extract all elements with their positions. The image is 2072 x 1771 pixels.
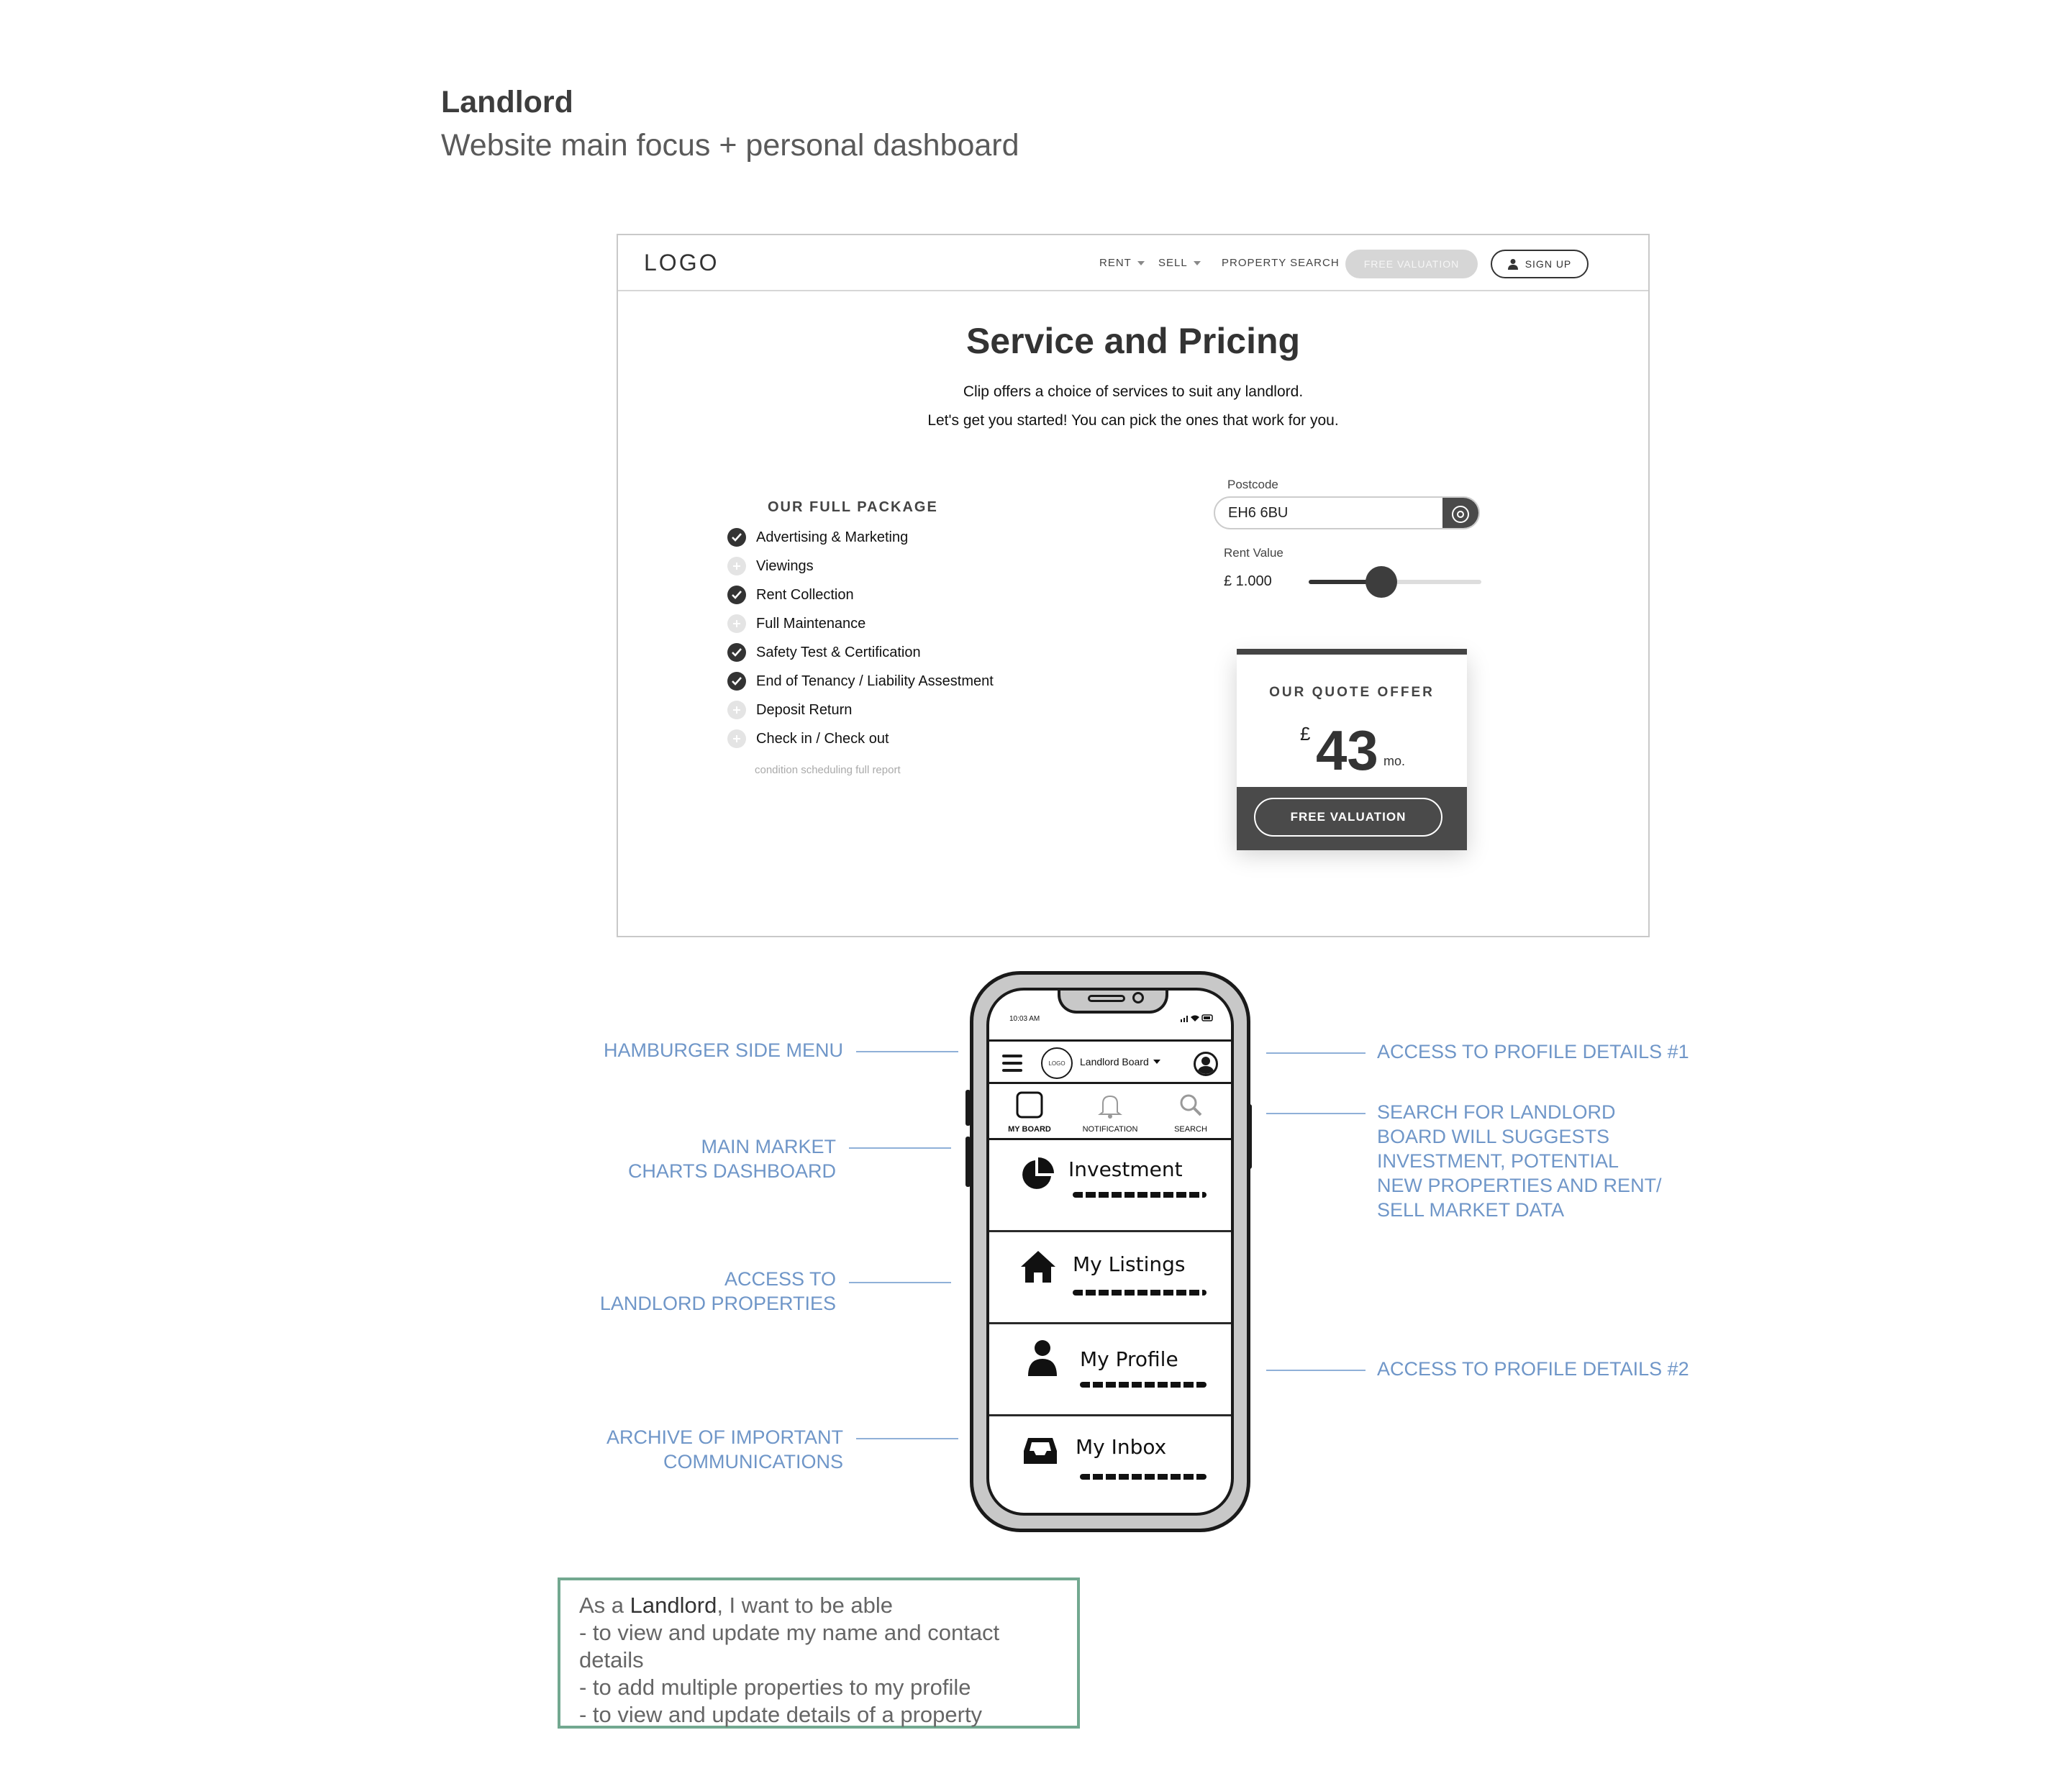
package-item-label: Check in / Check out [756, 730, 889, 747]
intro-line-1: Clip offers a choice of services to suit any landlord. [963, 383, 1304, 400]
signal-wifi-battery-icon [1181, 1014, 1215, 1022]
annotation-properties-2: LANDLORD PROPERTIES [599, 1293, 836, 1314]
square-icon [1015, 1091, 1044, 1119]
profile-avatar-icon[interactable] [1194, 1052, 1218, 1076]
free-valuation-button[interactable]: FREE VALUATION [1254, 798, 1442, 837]
annotation-search-2: BOARD WILL SUGGESTS [1377, 1126, 1610, 1147]
package-item-label: Advertising & Marketing [756, 529, 909, 545]
page-title: Landlord [441, 85, 573, 119]
app-bar [989, 1039, 1231, 1084]
nav-property-search[interactable]: PROPERTY SEARCH [1222, 257, 1340, 269]
annotation-leader [1266, 1113, 1366, 1114]
app-logo[interactable]: LOGO [1041, 1047, 1073, 1079]
annotation-archive-1: ARCHIVE OF IMPORTANT [606, 1426, 843, 1448]
rent-slider[interactable] [1309, 580, 1481, 584]
tab-bar [989, 1084, 1231, 1140]
scribble-placeholder [1080, 1474, 1207, 1480]
story-suffix: , I want to be able [717, 1593, 894, 1618]
annotation-leader [849, 1282, 951, 1283]
chevron-down-icon [1153, 1060, 1160, 1064]
page-subtitle: Website main focus + personal dashboard [441, 128, 1019, 163]
package-item[interactable] [727, 613, 865, 634]
menu-item-label: My Inbox [1076, 1435, 1167, 1459]
package-item[interactable] [727, 699, 852, 721]
annotation-leader [1266, 1052, 1366, 1054]
rent-value: £ 1.000 [1224, 573, 1272, 589]
speaker-icon [1088, 995, 1125, 1002]
package-note: condition scheduling full report [755, 764, 901, 776]
annotation-search-4: NEW PROPERTIES AND RENT/ [1377, 1175, 1662, 1196]
plus-icon[interactable] [727, 701, 746, 719]
intro-line-2: Let's get you started! You can pick the ones that work for you. [927, 412, 1339, 429]
nav-rent[interactable] [1099, 257, 1145, 269]
tab-notification[interactable] [1070, 1084, 1150, 1140]
board-label: Landlord Board [1080, 1056, 1149, 1067]
menu-item-label: Investment [1068, 1157, 1183, 1181]
house-icon [1018, 1248, 1058, 1285]
checkmark-icon[interactable] [727, 528, 746, 547]
menu-item-label: My Listings [1073, 1252, 1186, 1276]
site-logo[interactable]: LOGO [644, 250, 719, 276]
annotation-market-1: MAIN MARKET [701, 1136, 836, 1157]
phone-screen [986, 988, 1234, 1516]
menu-item-investment[interactable] [989, 1140, 1231, 1232]
quote-period: mo. [1383, 754, 1406, 768]
postcode-value: EH6 6BU [1228, 505, 1289, 521]
quote-title: OUR QUOTE OFFER [1269, 685, 1435, 700]
plus-icon[interactable] [727, 729, 746, 748]
package-item-label: Deposit Return [756, 701, 853, 718]
tab-my-board-label: MY BOARD [1008, 1125, 1051, 1134]
chevron-down-icon [1194, 261, 1201, 265]
status-time: 10:03 AM [1009, 1015, 1040, 1023]
menu-item-label: My Profile [1080, 1347, 1178, 1371]
scribble-placeholder [1080, 1382, 1207, 1388]
checkmark-icon[interactable] [727, 586, 746, 604]
scribble-placeholder [1073, 1290, 1207, 1296]
annotation-search-5: SELL MARKET DATA [1377, 1199, 1565, 1221]
locate-button[interactable] [1442, 498, 1478, 529]
annotation-search-3: INVESTMENT, POTENTIAL [1377, 1150, 1619, 1172]
inbox-icon [1022, 1437, 1058, 1465]
package-item[interactable] [727, 642, 921, 663]
tab-notification-label: NOTIFICATION [1082, 1125, 1138, 1134]
desktop-wireframe [617, 234, 1650, 937]
rent-value-label: Rent Value [1224, 546, 1283, 560]
plus-icon[interactable] [727, 614, 746, 633]
annotation-properties-1: ACCESS TO [724, 1268, 836, 1290]
annotation-leader [856, 1051, 958, 1052]
nav-sell[interactable] [1158, 257, 1201, 269]
rent-slider-handle[interactable] [1366, 566, 1397, 598]
user-story-line: - to add multiple properties to my profile [579, 1675, 971, 1700]
annotation-search-1: SEARCH FOR LANDLORD [1377, 1101, 1616, 1123]
quote-currency: £ [1300, 723, 1311, 745]
annotation-profile-2: ACCESS TO PROFILE DETAILS #2 [1377, 1358, 1689, 1380]
package-item-label: Rent Collection [756, 586, 854, 603]
annotation-hamburger: HAMBURGER SIDE MENU [603, 1039, 843, 1061]
annotation-leader [856, 1438, 958, 1439]
nav-sell-label: SELL [1158, 257, 1188, 269]
package-title: OUR FULL PACKAGE [768, 499, 938, 515]
package-item[interactable] [727, 670, 994, 692]
package-item[interactable] [727, 555, 814, 577]
annotation-archive-2: COMMUNICATIONS [663, 1451, 843, 1472]
nav-free-valuation-button[interactable]: FREE VALUATION [1345, 250, 1478, 278]
quote-card [1237, 649, 1467, 844]
annotation-leader [1266, 1370, 1366, 1371]
pie-chart-icon [1018, 1156, 1055, 1193]
status-icons [1181, 1014, 1215, 1024]
board-selector[interactable] [1080, 1056, 1160, 1067]
checkmark-icon[interactable] [727, 672, 746, 691]
phone-mockup [970, 971, 1250, 1532]
user-story-line: - to view and update details of a property [579, 1702, 983, 1727]
checkmark-icon[interactable] [727, 643, 746, 662]
package-item[interactable] [727, 527, 908, 548]
user-story-intro [579, 1592, 1058, 1619]
annotation-profile-1: ACCESS TO PROFILE DETAILS #1 [1377, 1041, 1689, 1062]
sign-up-label: SIGN UP [1525, 258, 1572, 270]
menu-item-my-profile[interactable] [989, 1324, 1231, 1416]
plus-icon[interactable] [727, 557, 746, 575]
user-icon [1508, 258, 1518, 270]
package-item[interactable] [727, 728, 889, 750]
chevron-down-icon [1137, 261, 1145, 265]
postcode-label: Postcode [1227, 478, 1278, 491]
menu-item-my-listings[interactable] [989, 1232, 1231, 1324]
bell-icon [1096, 1091, 1124, 1119]
sign-up-button[interactable] [1491, 250, 1589, 278]
package-item[interactable] [727, 584, 854, 606]
target-icon [1450, 504, 1471, 525]
phone-notch [1058, 988, 1168, 1014]
scribble-placeholder [1073, 1192, 1207, 1198]
person-icon [1027, 1339, 1058, 1376]
service-pricing-heading: Service and Pricing [965, 321, 1301, 361]
quote-footer [1237, 787, 1467, 850]
user-story-box [558, 1577, 1080, 1729]
hamburger-menu-icon[interactable] [1002, 1055, 1022, 1072]
menu-item-my-inbox[interactable] [989, 1416, 1231, 1508]
story-role: Landlord [630, 1593, 717, 1618]
story-prefix: As a [579, 1593, 630, 1618]
search-icon [1176, 1091, 1205, 1119]
postcode-field[interactable] [1214, 496, 1480, 529]
camera-icon [1132, 992, 1144, 1003]
annotation-leader [849, 1147, 951, 1149]
package-item-label: Viewings [756, 557, 814, 574]
tab-search[interactable] [1150, 1084, 1231, 1140]
nav-rent-label: RENT [1099, 257, 1132, 269]
quote-amount: 43 [1316, 719, 1378, 782]
annotation-market-2: CHARTS DASHBOARD [627, 1160, 836, 1182]
tab-my-board[interactable] [989, 1084, 1070, 1140]
package-item-label: Safety Test & Certification [756, 644, 921, 660]
top-navbar [618, 235, 1648, 291]
tab-search-label: SEARCH [1174, 1125, 1207, 1134]
package-item-label: Full Maintenance [756, 615, 866, 632]
package-item-label: End of Tenancy / Liability Assestment [756, 673, 994, 689]
user-story-line: - to view and update my name and contact details [579, 1620, 1000, 1672]
